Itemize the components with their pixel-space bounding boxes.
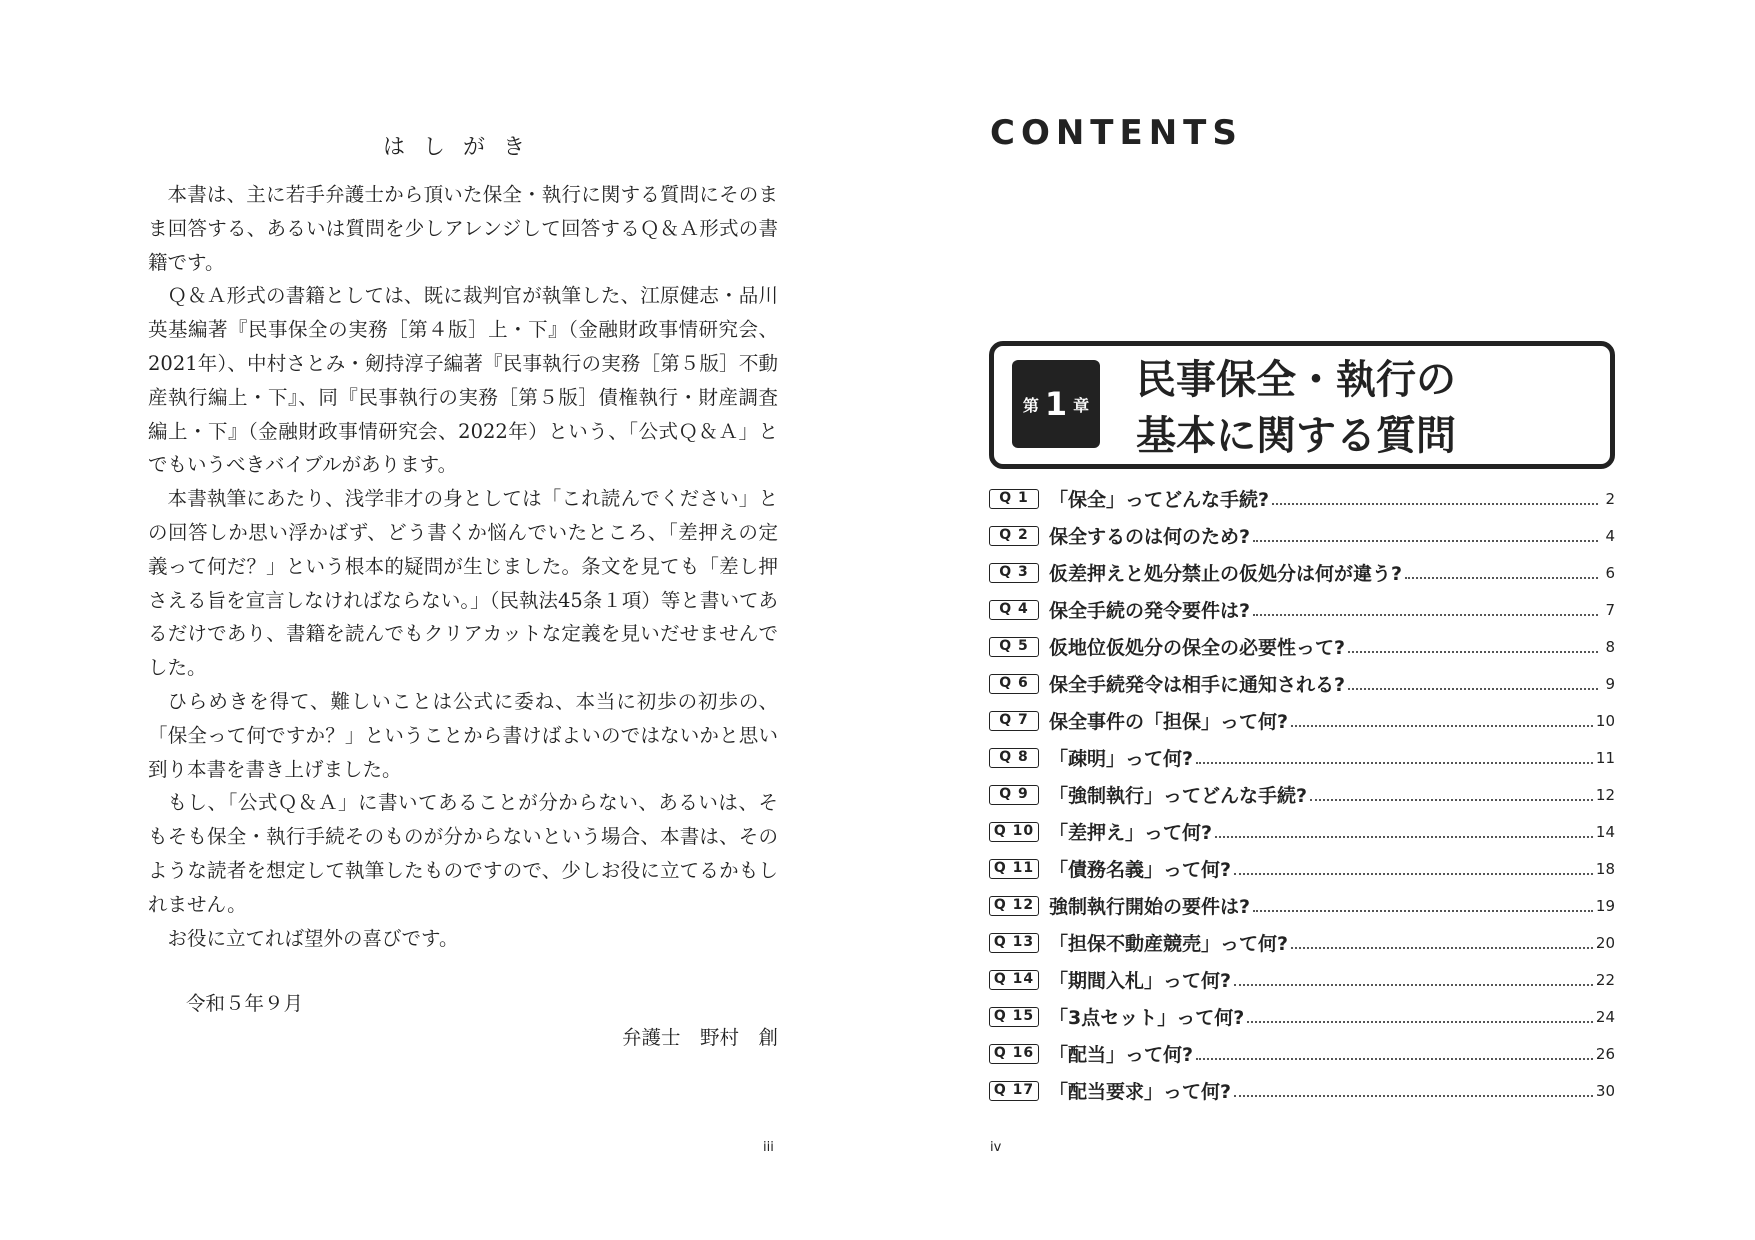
dot-leader bbox=[1291, 725, 1593, 727]
toc-page-number: 30 bbox=[1595, 1081, 1615, 1100]
page-number-left: iii bbox=[763, 1140, 774, 1155]
toc-page-number: 22 bbox=[1595, 970, 1615, 989]
chapter-title-line: 基本に関する質問 bbox=[1136, 413, 1456, 459]
dot-leader bbox=[1215, 836, 1593, 838]
preface-paragraph: Ｑ＆Ａ形式の書籍としては、既に裁判官が執筆した、江原健志・品川英基編著『民事保全の実務［第４版］上・下』（金融財政事情研究会、2021年）、中村さとみ・剱持淳子編著『民事執行の実務［第５版］不動産執行編上・下』、同『民事執行の実務［第５版］債権執行・財産調査編上・下』（金融財政事情研究会、2022年）という、「公式Ｑ＆Ａ」とでもいうべきバイブルがあります。 bbox=[148, 284, 778, 477]
toc-page-number: 12 bbox=[1595, 785, 1615, 804]
question-number-badge: Q 9 bbox=[989, 785, 1039, 805]
chapter-suffix: 章 bbox=[1073, 395, 1090, 415]
toc-item-title: 保全事件の「担保」って何? bbox=[1049, 711, 1289, 733]
toc-item-title: 「担保不動産競売」って何? bbox=[1049, 933, 1289, 955]
preface-paragraph: ひらめきを得て、難しいことは公式に委ね、本当に初歩の初歩の、「保全って何ですか？」ということから書けばよいのではないかと思い到り本書を書き上げました。 bbox=[148, 689, 778, 781]
dot-leader bbox=[1234, 984, 1593, 986]
preface-paragraph: 本書は、主に若手弁護士から頂いた保全・執行に関する質問にそのまま回答する、あるいは質問を少しアレンジして回答するＱ＆Ａ形式の書籍です。 bbox=[148, 183, 778, 274]
dot-leader bbox=[1405, 577, 1598, 579]
toc-item-title: 「配当要求」って何? bbox=[1049, 1081, 1232, 1103]
toc-page-number: 14 bbox=[1595, 822, 1615, 841]
toc-item-q3[interactable] bbox=[989, 554, 1615, 591]
toc-item-title: 「強制執行」ってどんな手続? bbox=[1049, 785, 1308, 807]
preface-paragraph: もし、「公式Ｑ＆Ａ」に書いてあることが分からない、あるいは、そもそも保全・執行手続そのものが分からないという場合、本書は、そのような読者を想定して執筆したものですので、少しお役に立てるかもしれません。 bbox=[148, 791, 778, 916]
toc-item-q5[interactable] bbox=[989, 628, 1615, 665]
dot-leader bbox=[1196, 762, 1593, 764]
toc-page-number: 2 bbox=[1605, 489, 1615, 508]
question-number-badge: Q 4 bbox=[989, 600, 1039, 620]
question-number-badge: Q 12 bbox=[989, 896, 1039, 916]
dot-leader bbox=[1253, 910, 1593, 912]
chapter-title-line: 民事保全・執行の bbox=[1136, 357, 1456, 403]
toc-page-number: 4 bbox=[1605, 526, 1615, 545]
toc-item-q14[interactable] bbox=[989, 961, 1615, 998]
chapter-header-box bbox=[989, 341, 1615, 469]
toc-page-number: 9 bbox=[1605, 674, 1615, 693]
toc-item-title: 仮差押えと処分禁止の仮処分は何が違う? bbox=[1049, 563, 1403, 585]
toc-item-title: 「疎明」って何? bbox=[1049, 748, 1194, 770]
chapter-title bbox=[1136, 352, 1456, 464]
toc-item-q6[interactable] bbox=[989, 665, 1615, 702]
question-number-badge: Q 2 bbox=[989, 526, 1039, 546]
toc-item-q16[interactable] bbox=[989, 1035, 1615, 1072]
question-number-badge: Q 5 bbox=[989, 637, 1039, 657]
dot-leader bbox=[1253, 614, 1598, 616]
toc-item-q15[interactable] bbox=[989, 998, 1615, 1035]
question-number-badge: Q 17 bbox=[989, 1081, 1039, 1101]
toc-page-number: 24 bbox=[1595, 1007, 1615, 1026]
toc-page-number: 19 bbox=[1595, 896, 1615, 915]
toc-page-number: 8 bbox=[1605, 637, 1615, 656]
question-number-badge: Q 10 bbox=[989, 822, 1039, 842]
toc-list bbox=[989, 480, 1615, 1109]
toc-item-q7[interactable] bbox=[989, 702, 1615, 739]
toc-page-number: 7 bbox=[1605, 600, 1615, 619]
toc-item-title: 「配当」って何? bbox=[1049, 1044, 1194, 1066]
question-number-badge: Q 14 bbox=[989, 970, 1039, 990]
question-number-badge: Q 13 bbox=[989, 933, 1039, 953]
question-number-badge: Q 15 bbox=[989, 1007, 1039, 1027]
dot-leader bbox=[1196, 1058, 1593, 1060]
preface-signature: 弁護士 野村 創 bbox=[621, 1026, 778, 1049]
toc-item-q13[interactable] bbox=[989, 924, 1615, 961]
toc-page-number: 11 bbox=[1595, 748, 1615, 767]
toc-item-title: 保全手続の発令要件は? bbox=[1049, 600, 1251, 622]
toc-item-q4[interactable] bbox=[989, 591, 1615, 628]
toc-item-title: 「3点セット」って何? bbox=[1049, 1007, 1245, 1029]
chapter-number: 1 bbox=[1044, 385, 1068, 423]
page-number-right: iv bbox=[990, 1140, 1002, 1155]
dot-leader bbox=[1291, 947, 1593, 949]
dot-leader bbox=[1234, 873, 1593, 875]
toc-page-number: 10 bbox=[1595, 711, 1615, 730]
toc-item-q11[interactable] bbox=[989, 850, 1615, 887]
toc-item-title: 「期間入札」って何? bbox=[1049, 970, 1232, 992]
chapter-prefix: 第 bbox=[1022, 395, 1039, 415]
preface-body bbox=[148, 178, 778, 955]
toc-item-title: 「保全」ってどんな手続? bbox=[1049, 489, 1270, 511]
dot-leader bbox=[1247, 1021, 1593, 1023]
question-number-badge: Q 11 bbox=[989, 859, 1039, 879]
toc-item-title: 仮地位仮処分の保全の必要性って? bbox=[1049, 637, 1346, 659]
toc-page-number: 6 bbox=[1605, 563, 1615, 582]
dot-leader bbox=[1234, 1095, 1593, 1097]
toc-item-q8[interactable] bbox=[989, 739, 1615, 776]
question-number-badge: Q 6 bbox=[989, 674, 1039, 694]
toc-page-number: 26 bbox=[1595, 1044, 1615, 1063]
toc-item-title: 保全手続発令は相手に通知される? bbox=[1049, 674, 1346, 696]
question-number-badge: Q 3 bbox=[989, 563, 1039, 583]
toc-item-q2[interactable] bbox=[989, 517, 1615, 554]
preface-title: はしがき bbox=[382, 135, 543, 160]
toc-item-title: 「差押え」って何? bbox=[1049, 822, 1213, 844]
toc-item-q17[interactable] bbox=[989, 1072, 1615, 1109]
dot-leader bbox=[1348, 688, 1598, 690]
question-number-badge: Q 7 bbox=[989, 711, 1039, 731]
toc-item-q12[interactable] bbox=[989, 887, 1615, 924]
toc-page-number: 20 bbox=[1595, 933, 1615, 952]
dot-leader bbox=[1272, 503, 1598, 505]
chapter-badge bbox=[1012, 360, 1100, 448]
toc-item-title: 強制執行開始の要件は? bbox=[1049, 896, 1251, 918]
question-number-badge: Q 8 bbox=[989, 748, 1039, 768]
preface-paragraph: 本書執筆にあたり、浅学非才の身としては「これ読んでください」との回答しか思い浮かばず、どう書くか悩んでいたところ、「差押えの定義って何だ？」という根本的疑問が生じました。条文を見ても「差し押さえる旨を宣言しなければならない。」（民執法45条１項）等と書いてあるだけであり、書籍を読んでもクリアカットな定義を見いだせませんでした。 bbox=[148, 487, 778, 680]
toc-item-title: 保全するのは何のため? bbox=[1049, 526, 1251, 548]
toc-item-q1[interactable] bbox=[989, 480, 1615, 517]
preface-paragraph: お役に立てれば望外の喜びです。 bbox=[167, 926, 459, 950]
dot-leader bbox=[1348, 651, 1598, 653]
dot-leader bbox=[1310, 799, 1593, 801]
question-number-badge: Q 16 bbox=[989, 1044, 1039, 1064]
toc-item-title: 「債務名義」って何? bbox=[1049, 859, 1232, 881]
left-page bbox=[0, 0, 877, 1240]
question-number-badge: Q 1 bbox=[989, 489, 1039, 509]
preface-date: 令和５年９月 bbox=[186, 992, 304, 1015]
toc-page-number: 18 bbox=[1595, 859, 1615, 878]
toc-item-q10[interactable] bbox=[989, 813, 1615, 850]
contents-heading: CONTENTS bbox=[990, 113, 1243, 153]
toc-item-q9[interactable] bbox=[989, 776, 1615, 813]
dot-leader bbox=[1253, 540, 1598, 542]
